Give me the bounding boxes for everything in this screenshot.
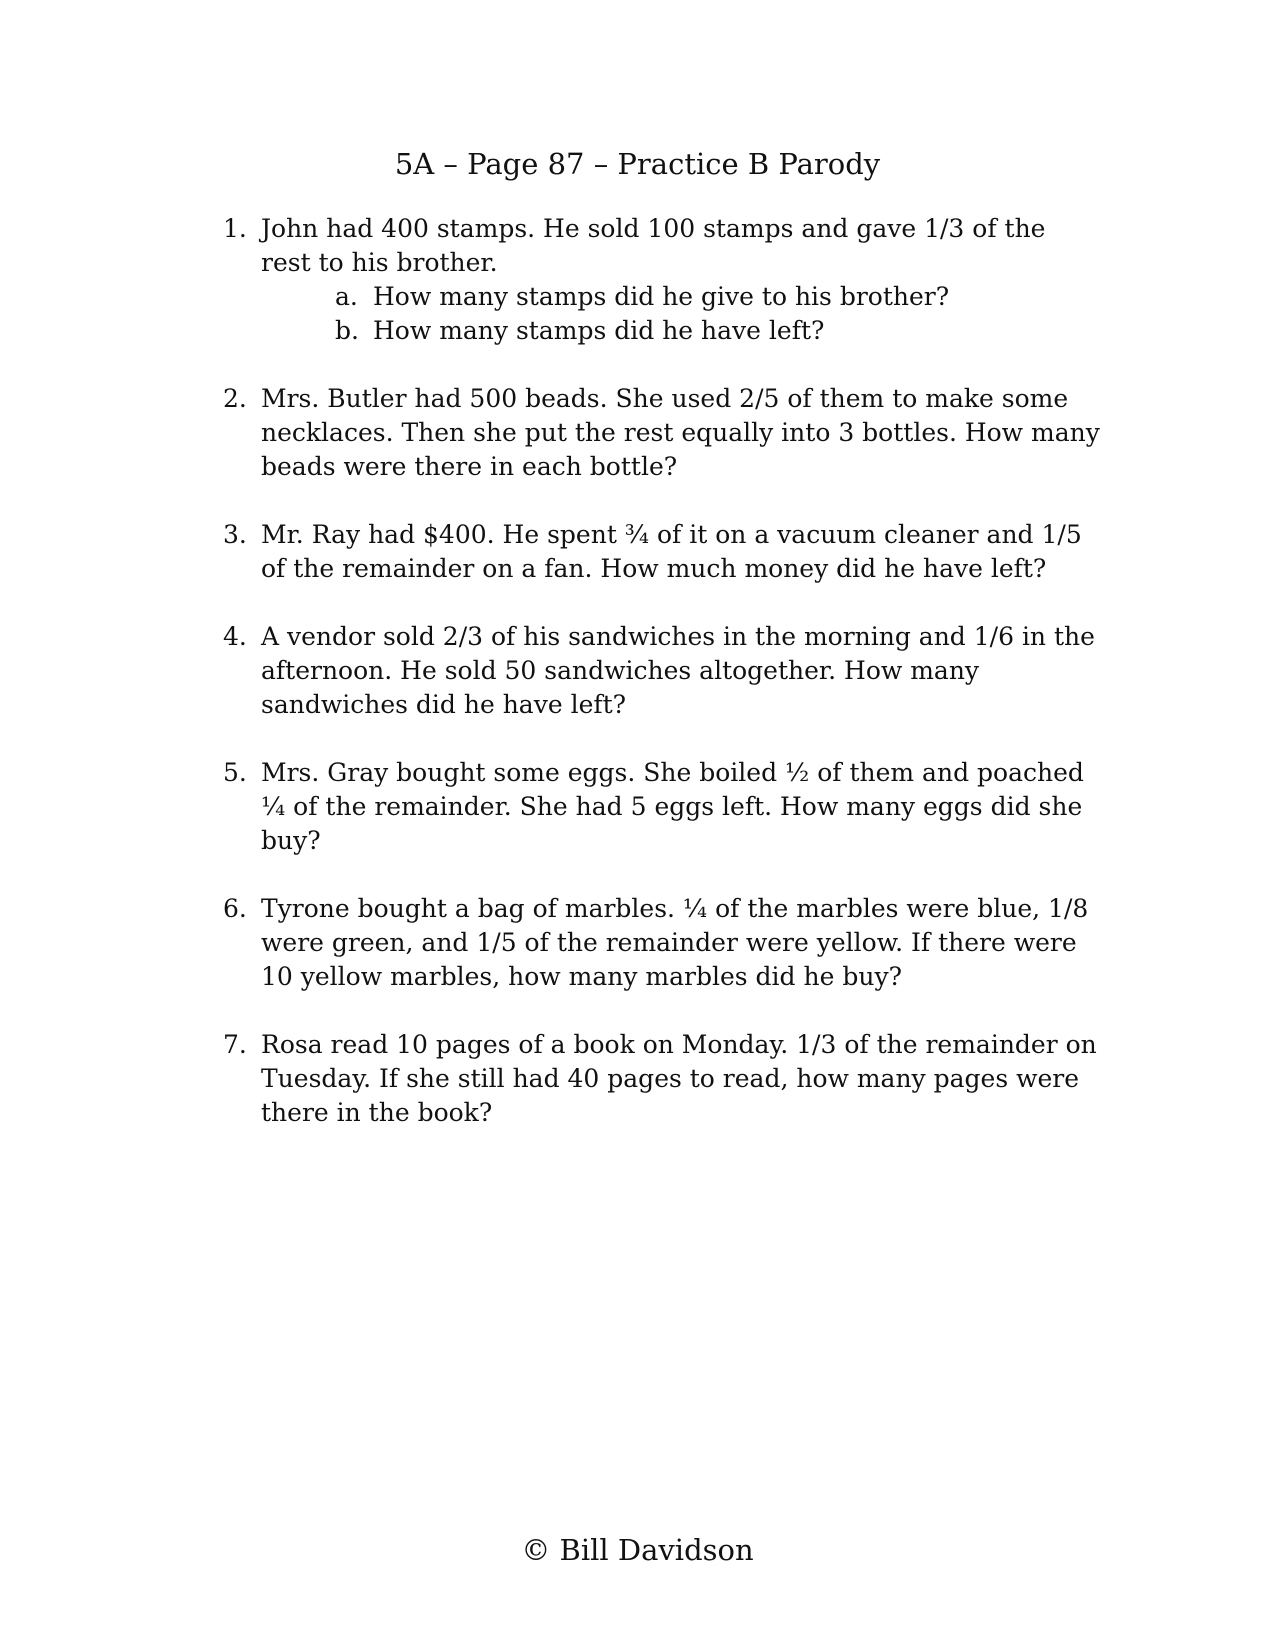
page-title: 5A – Page 87 – Practice B Parody <box>394 147 881 181</box>
problem-number: 1. <box>223 214 247 243</box>
problem-2 <box>223 382 1103 484</box>
problem-number: 5. <box>223 758 247 787</box>
problem-text: John had 400 stamps. He sold 100 stamps and gave 1/3 of the rest to his brother. <box>261 214 1046 277</box>
problem-number: 7. <box>223 1030 247 1059</box>
problem-text: Mr. Ray had $400. He spent ¾ of it on a vacuum cleaner and 1/5 of the remainder on a fan. How much money did he have left? <box>261 520 1082 583</box>
problem-text: Mrs. Butler had 500 beads. She used 2/5 of them to make some necklaces. Then she put the rest equally into 3 bottles. How many beads were there in each bottle? <box>261 384 1100 481</box>
subquestion-b <box>335 314 1103 348</box>
problem-list <box>223 212 1103 1164</box>
subquestion-text: How many stamps did he give to his brother? <box>373 282 950 311</box>
subquestion-a <box>335 280 1103 314</box>
problem-number: 4. <box>223 622 247 651</box>
problem-1 <box>223 212 1103 348</box>
problem-text: A vendor sold 2/3 of his sandwiches in the morning and 1/6 in the afternoon. He sold 50 sandwiches altogether. How many sandwiches did he have left? <box>261 622 1095 719</box>
problem-text: Rosa read 10 pages of a book on Monday. 1/3 of the remainder on Tuesday. If she still had 40 pages to read, how many pages were there in the book? <box>261 1030 1097 1127</box>
problem-4 <box>223 620 1103 722</box>
subquestion-letter: a. <box>335 282 358 311</box>
problem-7 <box>223 1028 1103 1130</box>
problem-number: 6. <box>223 894 247 923</box>
problem-3 <box>223 518 1103 586</box>
problem-5 <box>223 756 1103 858</box>
subquestion-letter: b. <box>335 316 359 345</box>
problem-text: Tyrone bought a bag of marbles. ¼ of the marbles were blue, 1/8 were green, and 1/5 of the remainder were yellow. If there were 10 yellow marbles, how many marbles did he buy? <box>261 894 1089 991</box>
subquestion-list <box>261 280 1103 348</box>
subquestion-text: How many stamps did he have left? <box>373 316 825 345</box>
copyright-footer: © Bill Davidson <box>521 1533 754 1567</box>
problem-number: 3. <box>223 520 247 549</box>
problem-6 <box>223 892 1103 994</box>
problem-text: Mrs. Gray bought some eggs. She boiled ½ of them and poached ¼ of the remainder. She had 5 eggs left. How many eggs did she buy? <box>261 758 1084 855</box>
problem-number: 2. <box>223 384 247 413</box>
